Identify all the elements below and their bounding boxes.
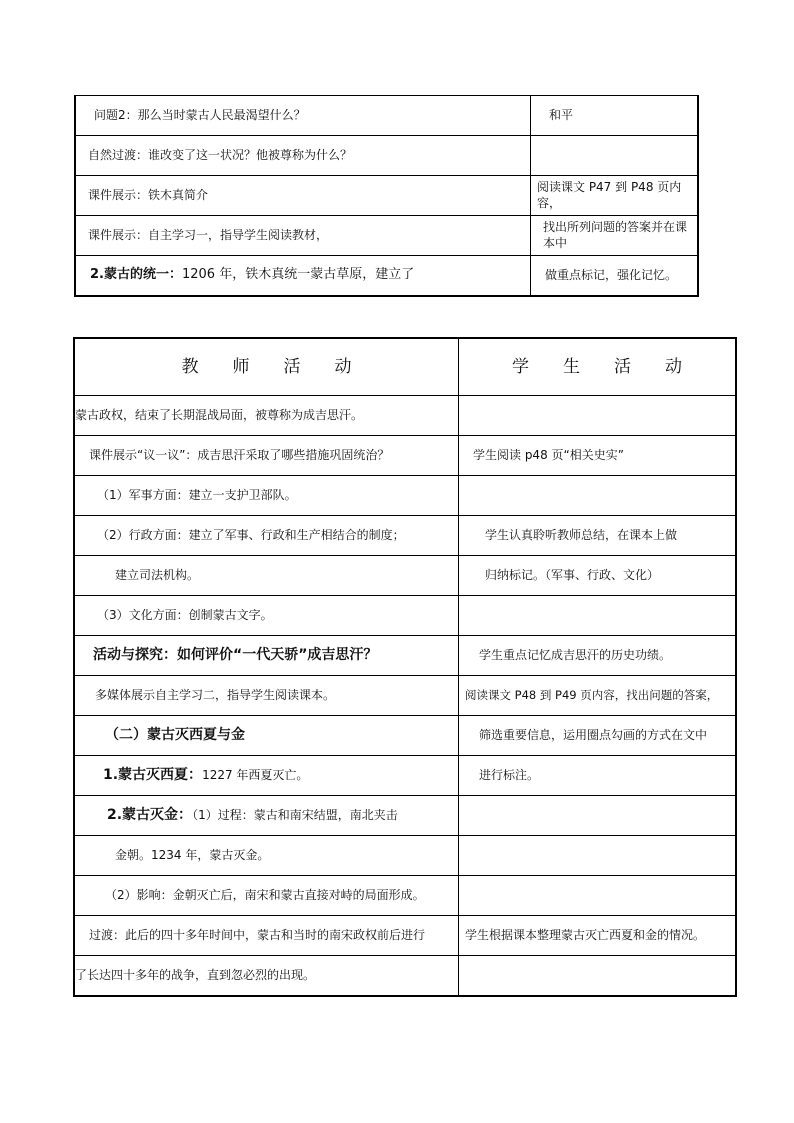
table-row [74, 796, 736, 836]
cell-text: 学生认真聆听教师总结，在课本上做 [485, 527, 678, 542]
student-cell [459, 476, 737, 516]
cell-text: 学生阅读 p48 页“相关史实” [473, 447, 624, 462]
table-row [74, 516, 736, 556]
cell-text: 课件展示：铁木真简介 [88, 187, 209, 202]
cell-text: 建立司法机构。 [115, 567, 200, 582]
cell-text: 阅读课文 P48 到 P49 页内容，找出问题的答案， [465, 688, 719, 703]
table-row [74, 756, 736, 796]
cell-text: 课件展示“议一议”：成吉思汗采取了哪些措施巩固统治？ [89, 447, 390, 462]
cell-bold-text: 2.蒙古灭金： [107, 807, 193, 824]
student-cell [459, 596, 737, 636]
cell-text: 1206 年，铁木真统一蒙古草原，建立了 [181, 267, 415, 283]
cell-text: 做重点标记，强化记忆。 [545, 267, 678, 282]
teacher-cell [74, 756, 459, 796]
student-cell [459, 876, 737, 916]
table-row [74, 716, 736, 756]
cell-text: 课件展示：自主学习一，指导学生阅读教材， [88, 227, 329, 242]
cell-text: 和平 [549, 107, 574, 122]
teacher-cell [75, 136, 531, 176]
teacher-cell [74, 476, 459, 516]
table-row [74, 476, 736, 516]
cell-text: 进行标注。 [479, 767, 540, 782]
teacher-cell [74, 796, 459, 836]
cell-bold-text: （二）蒙古灭西夏与金 [105, 727, 245, 744]
student-cell [459, 676, 737, 716]
cell-text: 找出所列问题的答案并在课本中 [543, 219, 688, 250]
cell-text: （1）军事方面：建立一支护卫部队。 [97, 487, 297, 502]
cell-text: （3）文化方面：创制蒙古文字。 [97, 607, 273, 622]
cell-text: 1227 年西夏灭亡。 [202, 768, 309, 783]
table-row [75, 256, 698, 297]
teacher-cell [74, 596, 459, 636]
table-row [74, 556, 736, 596]
student-cell [459, 396, 737, 436]
teacher-activity-header [74, 338, 459, 396]
student-cell [531, 176, 699, 216]
table-row [75, 176, 698, 216]
cell-text: （2）影响：金朝灭亡后，南宋和蒙古直接对峙的局面形成。 [105, 887, 425, 902]
lesson-table-top [74, 95, 699, 297]
student-cell [531, 216, 699, 256]
cell-text: 归纳标记。（军事、行政、文化） [485, 567, 660, 582]
cell-text: （1）过程：蒙古和南宋结盟，南北夹击 [192, 808, 398, 823]
student-cell [531, 136, 699, 176]
teacher-cell [74, 676, 459, 716]
cell-bold-text: 2.蒙古的统一： [90, 267, 182, 283]
teacher-cell [74, 836, 459, 876]
cell-bold-text: 1.蒙古灭西夏： [103, 767, 203, 784]
cell-text: 学生根据课本整理蒙古灭亡西夏和金的情况。 [465, 927, 706, 942]
teacher-cell [75, 176, 531, 216]
table-row [75, 96, 698, 136]
teacher-cell [74, 516, 459, 556]
teacher-cell [74, 876, 459, 916]
student-cell [459, 436, 737, 476]
cell-text: 多媒体展示自主学习二，指导学生阅读课本。 [95, 687, 336, 702]
teacher-cell [75, 216, 531, 256]
table-row [74, 596, 736, 636]
teacher-cell [75, 256, 531, 297]
cell-text: （2）行政方面：建立了军事、行政和生产相结合的制度； [97, 527, 405, 542]
teacher-cell [75, 96, 531, 136]
student-cell [459, 796, 737, 836]
cell-bold-text: 活动与探究：如何评价“一代天骄”成吉思汗？ [93, 647, 378, 664]
table-row [75, 216, 698, 256]
teacher-cell [74, 916, 459, 956]
table-header-row [74, 338, 736, 396]
header-text: 教 师 活 动 [181, 356, 352, 377]
cell-text: 了长达四十多年的战争，直到忽必烈的出现。 [75, 967, 316, 982]
student-cell [531, 256, 699, 297]
student-cell [459, 916, 737, 956]
student-cell [459, 756, 737, 796]
cell-text: 问题2：那么当时蒙古人民最渴望什么？ [94, 107, 306, 122]
cell-text: 过渡：此后的四十多年时间中，蒙古和当时的南宋政权前后进行 [89, 927, 426, 942]
lesson-table-main [73, 337, 737, 997]
student-cell [459, 836, 737, 876]
table-row [74, 636, 736, 676]
table-row [74, 916, 736, 956]
teacher-cell [74, 956, 459, 997]
student-cell [459, 516, 737, 556]
cell-text: 自然过渡：谁改变了这一状况？他被尊称为什么？ [88, 147, 353, 162]
cell-text: 筛选重要信息，运用圈点勾画的方式在文中 [479, 727, 708, 742]
table-row [74, 436, 736, 476]
cell-text: 金朝。1234 年，蒙古灭金。 [115, 847, 270, 862]
table-row [74, 676, 736, 716]
table-row [74, 956, 736, 997]
student-cell [531, 96, 699, 136]
teacher-cell [74, 556, 459, 596]
table-row [74, 396, 736, 436]
student-cell [459, 956, 737, 997]
teacher-cell [74, 436, 459, 476]
teacher-cell [74, 396, 459, 436]
student-cell [459, 716, 737, 756]
header-text: 学 生 活 动 [512, 356, 682, 377]
student-cell [459, 556, 737, 596]
student-activity-header [459, 338, 737, 396]
table-row [75, 136, 698, 176]
table-row [74, 836, 736, 876]
cell-text: 蒙古政权，结束了长期混战局面，被尊称为成吉思汗。 [75, 407, 364, 422]
cell-text: 阅读课文 P47 到 P48 页内容， [537, 179, 682, 210]
student-cell [459, 636, 737, 676]
teacher-cell [74, 716, 459, 756]
teacher-cell [74, 636, 459, 676]
table-row [74, 876, 736, 916]
cell-text: 学生重点记忆成吉思汗的历史功绩。 [479, 647, 672, 662]
